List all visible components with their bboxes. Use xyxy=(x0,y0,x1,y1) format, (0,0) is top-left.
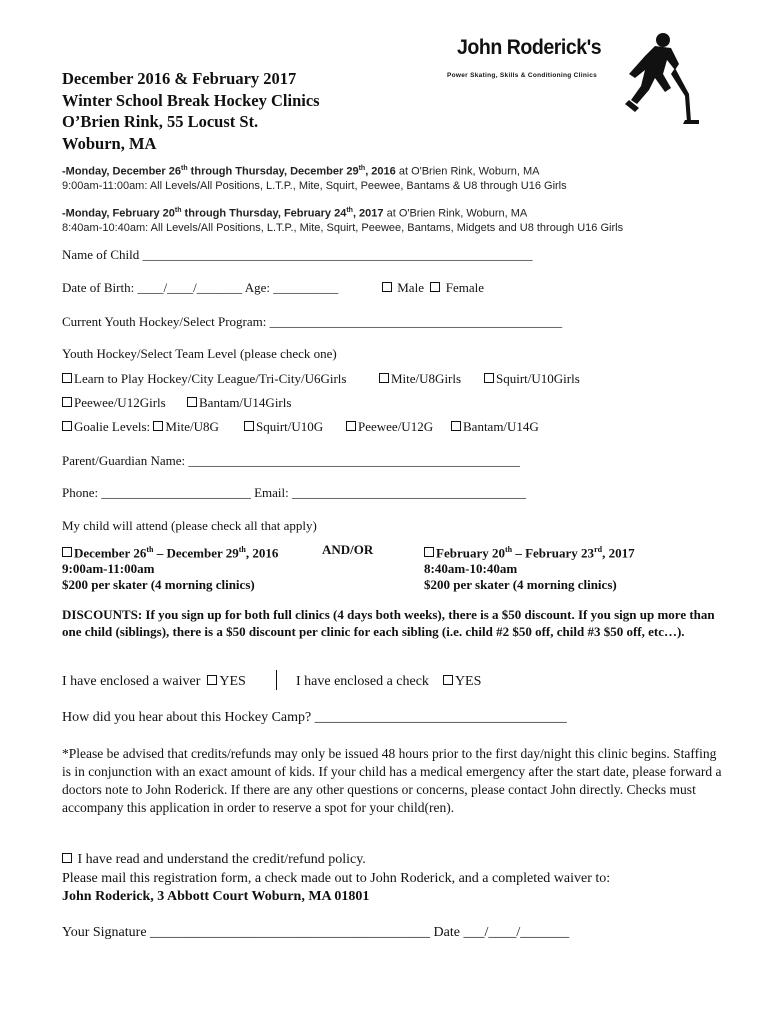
february-time: 8:40am-10:40am xyxy=(424,561,518,577)
male-checkbox[interactable] xyxy=(382,282,392,292)
session-february-dates: -Monday, February 20th through Thursday, February 24th, 2017 at O'Brien Rink, Woburn, MA xyxy=(62,207,528,220)
goalie-mite-checkbox[interactable] xyxy=(153,421,163,431)
level-option-mite[interactable]: Mite/U8Girls xyxy=(379,371,461,387)
refund-policy: *Please be advised that credits/refunds may only be issued 48 hours prior to the first day/night this clinic begins. Staffing is in conjunction with an exact amount of kids. If your child has a medical emergency after the start date, please forward a doctors note to John Roderick. If there are any other questions or concerns, please contact John directly. Checks must accompany this application in order to reserve a spot for your child(ren). xyxy=(62,746,722,815)
mail-instructions: Please mail this registration form, a check made out to John Roderick, and a completed waiver to: xyxy=(62,871,611,886)
check-yes-label: YES xyxy=(454,674,482,689)
title-line-rink: O’Brien Rink, 55 Locust St. xyxy=(62,112,259,131)
waiver-label: I have enclosed a waiver xyxy=(62,674,201,689)
clinic-option-december[interactable]: December 26th – December 29th, 2016 9:00am-11:00am $200 per skater (4 morning clinics) xyxy=(62,545,279,593)
goalie-squirt-checkbox[interactable] xyxy=(244,421,254,431)
logo-tagline: Power Skating, Skills & Conditioning Clinics xyxy=(447,72,598,79)
session-december xyxy=(62,162,567,193)
and-or-label: AND/OR xyxy=(322,542,374,557)
child-name-field[interactable]: Name of Child ____________________________________________________________ xyxy=(62,247,533,262)
goalie-bantam-checkbox[interactable] xyxy=(451,421,461,431)
ltp-checkbox[interactable] xyxy=(62,373,72,383)
title-line-program: Winter School Break Hockey Clinics xyxy=(62,90,320,110)
dob-age-field[interactable]: Date of Birth: ____/____/_______ Age: __________ xyxy=(62,280,339,295)
goalie-option-squirt[interactable]: Squirt/U10G xyxy=(244,419,323,435)
divider xyxy=(276,670,277,690)
session-december-details: 9:00am-11:00am: All Levels/All Positions, L.T.P., Mite, Squirt, Peewee, Bantams & U8 through U16 Girls xyxy=(62,179,567,192)
clinic-option-february[interactable]: February 20th – February 23rd, 2017 8:40am-10:40am $200 per skater (4 morning clinics) xyxy=(424,545,635,593)
session-december-dates: -Monday, December 26th through Thursday, December 29th, 2016 at O'Brien Rink, Woburn, MA xyxy=(62,165,540,178)
gender-options xyxy=(382,280,484,296)
attend-label: My child will attend (please check all that apply) xyxy=(62,518,317,533)
logo xyxy=(445,28,715,123)
signature-date-field[interactable]: Your Signature ________________________________________ Date ___/____/_______ xyxy=(62,925,570,940)
session-february xyxy=(62,204,623,235)
squirt-checkbox[interactable] xyxy=(484,373,494,383)
guardian-name-field[interactable]: Parent/Guardian Name: ___________________________________________________ xyxy=(62,453,520,468)
february-price: $200 per skater (4 morning clinics) xyxy=(424,577,617,593)
goalie-levels: Goalie Levels: Mite/U8G xyxy=(62,419,219,435)
check-label: I have enclosed a check xyxy=(296,674,429,689)
december-time: 9:00am-11:00am xyxy=(62,561,155,577)
title-line-city: Woburn, MA xyxy=(62,133,157,153)
hockey-player-icon xyxy=(605,30,700,125)
female-checkbox[interactable] xyxy=(430,282,440,292)
february-checkbox[interactable] xyxy=(424,547,434,557)
goalie-option-bantam[interactable]: Bantam/U14G xyxy=(451,419,539,435)
ack-checkbox[interactable] xyxy=(62,853,72,863)
december-checkbox[interactable] xyxy=(62,547,72,557)
male-label: Male xyxy=(397,280,424,295)
december-price: $200 per skater (4 morning clinics) xyxy=(62,577,255,593)
waiver-yes-checkbox[interactable] xyxy=(207,675,217,685)
level-option-ltp[interactable]: Learn to Play Hockey/City League/Tri-City/U6Girls xyxy=(62,371,346,387)
policy-ack[interactable]: I have read and understand the credit/refund policy. xyxy=(62,852,366,868)
waiver-yes-label: YES xyxy=(219,674,246,689)
level-option-squirt[interactable]: Squirt/U10Girls xyxy=(484,371,580,387)
check-yes-checkbox[interactable] xyxy=(443,675,453,685)
goalie-peewee-checkbox[interactable] xyxy=(346,421,356,431)
hear-about-field[interactable]: How did you hear about this Hockey Camp? ____________________________________ xyxy=(62,710,567,725)
mail-address: John Roderick, 3 Abbott Court Woburn, MA 01801 xyxy=(62,889,370,904)
check-row xyxy=(296,674,481,690)
discounts-note: DISCOUNTS: If you sign up for both full clinics (4 days both weeks), there is a $50 discount. If you sign up more than one child (siblings), there is a $50 discount per clinic for each sibling (i.e. child #2 $50 off, child #3 $50 off, etc…). xyxy=(62,607,715,639)
waiver-row xyxy=(62,674,246,690)
goalie-checkbox[interactable] xyxy=(62,421,72,431)
goalie-option-peewee[interactable]: Peewee/U12G xyxy=(346,419,433,435)
title-line-dates: December 2016 & February 2017 xyxy=(62,69,297,88)
level-label: Youth Hockey/Select Team Level (please check one) xyxy=(62,346,337,361)
clinic-title-block xyxy=(62,68,320,154)
level-option-bantam[interactable]: Bantam/U14Girls xyxy=(187,395,291,411)
bantam-checkbox[interactable] xyxy=(187,397,197,407)
peewee-checkbox[interactable] xyxy=(62,397,72,407)
female-label: Female xyxy=(445,280,484,295)
level-option-peewee[interactable]: Peewee/U12Girls xyxy=(62,395,166,411)
session-february-details: 8:40am-10:40am: All Levels/All Positions, L.T.P., Mite, Squirt, Peewee, Bantams, Midgets and U8 through U16 Girls xyxy=(62,221,624,234)
phone-email-field[interactable]: Phone: _______________________ Email: ____________________________________ xyxy=(62,485,527,500)
program-field[interactable]: Current Youth Hockey/Select Program: _____________________________________________ xyxy=(62,314,563,329)
mite-checkbox[interactable] xyxy=(379,373,389,383)
logo-name: John Roderick's xyxy=(457,36,602,59)
